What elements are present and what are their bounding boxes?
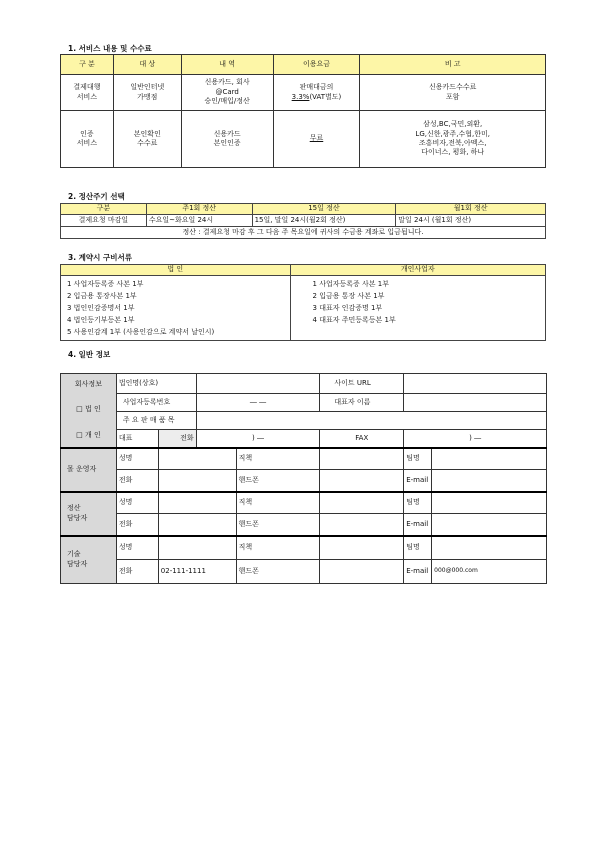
cycle-header-weekly: 주1회 정산 [146,204,252,215]
site-url-field[interactable] [404,374,547,394]
email-label: E-mail [404,470,432,492]
list-item: 3 대표자 인감증명 1부 [312,304,383,312]
corp-checkbox[interactable]: □ 법 인 [76,405,101,414]
indiv-docs-list [290,276,545,341]
auth-target-cell: 본인확인 수수료 [113,111,181,168]
list-item: 2 입금용 통장사본 1부 [67,292,137,300]
title-field[interactable] [320,448,404,470]
indiv-checkbox[interactable]: □ 개 인 [76,430,101,439]
contact-label-mall: 몰 운영자 [61,448,117,492]
payment-details-cell: 신용카드, 회사 @Card 승인/매입/정산 [181,75,273,111]
ceo-name-label: 대표자 이름 [320,394,404,412]
email-field[interactable] [432,514,547,536]
section2-title: 2. 정산주기 선택 [68,192,125,201]
payment-fee-cell: 판매대금의 3.3%(VAT별도) [273,75,360,111]
auth-fee-cell: 무료 [273,111,360,168]
tel-field[interactable]: 02-111-1111 [158,560,236,584]
cycle-header-biweekly: 15일 정산 [252,204,396,215]
list-item: 4 법인등기부등본 1부 [67,316,135,324]
section1-title: 1. 서비스 내용 및 수수료 [68,44,152,53]
title-label: 직책 [236,492,320,514]
biz-no-label: 사업자등록번호 [116,394,196,412]
section3-title: 3. 계약시 구비서류 [68,253,133,262]
name-label: 성명 [116,536,158,560]
contact-label-settlement: 정산 담당자 [61,492,117,536]
name-field[interactable] [158,536,236,560]
list-item: 5 사용인감계 1부 (사용인감으로 계약서 날인시) [67,328,215,336]
mobile-label: 핸드폰 [236,470,320,492]
corp-name-label: 법인명(상호) [116,374,196,394]
header-fee: 이용요금 [273,55,360,75]
cycle-header-monthly: 월1회 정산 [396,204,546,215]
corp-name-field[interactable] [196,374,320,394]
site-url-label: 사이트 URL [320,374,404,394]
header-target: 대 상 [113,55,181,75]
list-item: 3 법인인감증명서 1부 [67,304,135,312]
settlement-cycle-table [60,203,546,239]
title-label: 직책 [236,536,320,560]
tel-field[interactable] [158,514,236,536]
ceo-name-field[interactable] [404,394,547,412]
auth-details-cell: 신용카드 본인인증 [181,111,273,168]
docs-header-corp: 법 인 [61,265,291,276]
products-field[interactable] [196,412,546,430]
email-label: E-mail [404,514,432,536]
mobile-field[interactable] [320,514,404,536]
auth-service-cell: 인증 서비스 [61,111,114,168]
dept-field[interactable] [432,492,547,514]
name-label: 성명 [116,492,158,514]
cutoff-label: 결제요청 마감일 [61,215,147,227]
rep-label: 대표 [116,430,158,448]
tel-label: 전화 [116,470,158,492]
required-docs-table [60,264,546,341]
mobile-field[interactable] [320,560,404,584]
header-details: 내 역 [181,55,273,75]
title-field[interactable] [320,536,404,560]
list-item: 4 대표자 주민등록등본 1부 [312,316,396,324]
cutoff-weekly: 수요일~화요일 24시 [146,215,252,227]
settlement-note: 정산 : 결제요청 마감 후 그 다음 주 목요일에 귀사의 수금용 계좌로 입금됩니다. [61,227,546,239]
cutoff-monthly: 말일 24시 (월1회 정산) [396,215,546,227]
name-field[interactable] [158,492,236,514]
email-field[interactable] [432,470,547,492]
tel-field[interactable] [158,470,236,492]
list-item: 1 사업자등록증 사본 1부 [312,280,389,288]
dept-label: 팀명 [404,492,432,514]
payment-note-cell: 신용카드수수료 포함 [360,75,546,111]
auth-note-cell: 삼성,BC,국민,외환, LG,신한,광주,수협,한미, 조흥비자,전북,아멕스, 다이너스, 평화, 하나 [360,111,546,168]
title-label: 직책 [236,448,320,470]
products-label: 주 요 판 매 품 목 [116,412,196,430]
dept-field[interactable] [432,448,547,470]
rep-phone-field[interactable]: ) ― [196,430,320,448]
email-label: E-mail [404,560,432,584]
general-info-table [60,373,547,584]
company-info-cell [61,374,117,448]
dept-field[interactable] [432,536,547,560]
mobile-field[interactable] [320,470,404,492]
company-info-label: 회사정보 [74,380,102,388]
title-field[interactable] [320,492,404,514]
email-field[interactable]: 000@000.com [432,560,547,584]
mobile-label: 핸드폰 [236,560,320,584]
dept-label: 팀명 [404,536,432,560]
service-fee-table [60,54,546,168]
header-category: 구 분 [61,55,114,75]
docs-header-indiv: 개인사업자 [290,265,545,276]
list-item: 2 입금용 통장 사본 1부 [312,292,385,300]
fax-label: FAX [320,430,404,448]
tel-label: 전화 [116,560,158,584]
header-note: 비 고 [360,55,546,75]
contact-label-tech: 기술 담당자 [61,536,117,584]
payment-target-cell: 일반인터넷 가맹점 [113,75,181,111]
name-field[interactable] [158,448,236,470]
corp-docs-list [61,276,291,341]
tel-label: 전화 [116,514,158,536]
section4-title: 4. 일반 정보 [68,350,111,359]
cutoff-biweekly: 15일, 말일 24시(월2회 정산) [252,215,396,227]
fax-field[interactable]: ) ― [404,430,547,448]
cycle-header-category: 구분 [61,204,147,215]
dept-label: 팀명 [404,448,432,470]
rep-phone-label: 전화 [158,430,196,448]
payment-service-cell: 결제대행 서비스 [61,75,114,111]
list-item: 1 사업자등록증 사본 1부 [67,280,144,288]
mobile-label: 핸드폰 [236,514,320,536]
biz-no-field[interactable]: ― ― [196,394,320,412]
name-label: 성명 [116,448,158,470]
